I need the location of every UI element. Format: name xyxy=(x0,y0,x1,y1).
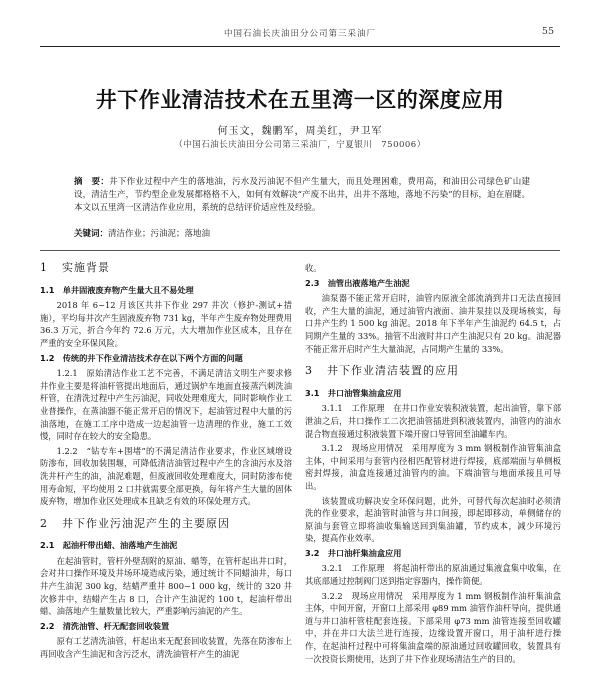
abstract-rule xyxy=(40,250,560,251)
page-number: 55 xyxy=(541,26,554,37)
subsection-3-1: 3.1 井口油管集油盒应用 xyxy=(305,387,402,398)
subsection-3-2: 3.2 井口油杆集油盒应用 xyxy=(305,547,402,558)
section-heading-3 xyxy=(305,365,561,378)
subsection-1-1: 1.1 单井固液废弃物产生量大且不易处理 xyxy=(40,284,194,295)
section-title: 井下作业清洁装置的应用 xyxy=(327,364,459,378)
paragraph: 3.1.2 现场应用情况 采用厚度为 3 mm 钢板制作油管集油盒主体，中间采用与套管内径相匹配管材进行焊接，底部端面与单侧板密封焊接，油盒连接通过油管内的油。下端油管与地面承接且可导出。 xyxy=(305,443,561,491)
section-number: 3 xyxy=(305,364,313,378)
paragraph: 原有工艺清洗油管，杆起出来无配套回收装置，先落在防渗布上再回收含产生油泥和含污泛水，清洗油管杆产生的油泥 xyxy=(40,636,292,660)
paper-title: 井下作业清洁技术在五里湾一区的深度应用 xyxy=(95,88,505,112)
section-number: 1 xyxy=(40,261,48,274)
paragraph: 3.2.2 现场应用情况 采用厚度为 1 mm 钢板制作油杆集油盒主体，中间开窗，开窗口上部采用 φ89 mm 油管作油杆导向，提供通道与井口油杆管柱配套连接。下部采用 φ73 mm 油管连接至回收罐中，并在井口大法兰进行连接，边缘设置开窗口，用于油杆进行操作，在起油杆过程中可将集油盒端的原油通过回收罐回收，装置具有一次投资长期使用，达到了井下作业现场清洁生产的目的。 xyxy=(305,590,561,664)
paragraph: 3.1.1 工作原理 在井口作业安装积液装置，起出油管，靠下部泄油之后，井口操作工二次把油管插进到积液装置内，油管内的油水混合物直接通过积液装置下端开窗口导管回至油罐车内。 xyxy=(305,403,561,439)
paragraph: 3.2.1 工作原理 将起油杆带出的原油通过集液盒集中收集，在其底部通过控制阀门送到指定容器内，操作简便。 xyxy=(305,563,561,587)
subsection-2-2: 2.2 清洗油管、杆无配套回收装置 xyxy=(40,620,170,631)
section-heading-2 xyxy=(40,518,292,531)
paragraph: 该装置成功解决安全环保问题，此外，可替代每次起油时必须清洗的作业要求，起油管时油管与井口间接，即起即移动，单侧储存的原油与套管立即将油收集输送回到集油罐，节约成本，减少环境污染，提高作业效率。 xyxy=(305,495,561,544)
paragraph: 在起油管时，管杆外壁刮附的原油、蜡等，在管杆起出井口时，会对井口操作环境及井场环境造成污染，通过统计不同蜡油井，每口井产生油泥 300 kg，结蜡严重井 800~1 000 kg，统计的 320 井次修井中，结蜡产生占 8 口，合计产生油泥约 100 t，起油杆带出蜡、油落地产生量数量比较大，严重影响污油泥的产生。 xyxy=(40,555,292,617)
subsection-1-2: 1.2 传统的井下作业清洁技术存在以下两个方面的问题 xyxy=(40,352,243,363)
paragraph-continued: 收。 xyxy=(305,263,322,273)
abstract xyxy=(74,176,530,215)
keywords-label: 关键词： xyxy=(74,229,109,239)
section-title: 实施背景 xyxy=(62,261,110,274)
section-title: 井下作业污油泥产生的主要原因 xyxy=(62,516,230,530)
right-column xyxy=(305,262,561,667)
journal-header: 中国石油长庆油田分公司第三采油厂 xyxy=(223,29,376,39)
abstract-label: 摘 要： xyxy=(74,177,110,187)
paragraph: 1.2.1 原始清洁作业工艺不完善，不满足清洁文明生产要求修井作业主要是将油杆管提出地面后，通过锅炉车地面直接蒸汽刺洗油杆管，在清洗过程中产生污油泥，同收处理难度大，同时影响作业工业普操作，在蒸油器不能正常开启的情况下，起油管过程中大量的污油落地，在施工工序中造成一边起油管一边清理的作业，施工工效慢，同时存在较大的安全隐患。 xyxy=(40,368,292,442)
running-header xyxy=(40,24,560,42)
affiliation: （中国石油长庆油田分公司第三采油厂，宁夏银川 750006） xyxy=(174,140,426,150)
keywords-text: 清洁作业；污油泥；落地油 xyxy=(108,229,211,239)
header-rule xyxy=(40,46,560,47)
paragraph: 1.2.2 “钻专车+围堵”的不满足清洁作业要求，作业区域增设防渗布，回收加装围堰，可降低清洁油管过程中产生的含油污水及溶洗井杆产生的油，油泥难题，但废液回收处理难度大，同时防渗布使用寿命短，平均使用 2 口井就需要全部更换，每年将产生大量的固体废弃物，增加作业区处理成本且缺乏有效的环保处理方式。 xyxy=(40,445,292,507)
subsection-2-1: 2.1 起油杆带出蜡、油落地产生油泥 xyxy=(40,540,178,551)
paragraph: 油泵器不能正常开启时，油管内原液全部流淌到井口无法直接回收，产生大量的油泥，通过油管内液面、油井泵挂以及现场核实，每口井产生约 1 500 kg 油泥。2018 年下半年产生油泥约 64.5 t，占同期产生量的 33%。抽管不出液时井口产生油泥只有 20 kg。油泥器不能正常开启时产生大量油泥，占同期产生量的 33%。 xyxy=(305,293,561,354)
section-number: 2 xyxy=(40,516,48,530)
authors: 何玉文，魏鹏军，周美红，尹卫军 xyxy=(217,126,383,137)
abstract-text: 井下作业过程中产生的落地油，污水及污油泥不但产生量大，而且处理困难，费用高，和油田公司绿色矿山建设，清洁生产，节约型企业发展都格格不入，如何有效解决“产废不出井，出井不落地，落地不污染”的目标，迫在眉睫。本文以五里湾一区清洁作业应用，系统的总结评价适应性及经验。 xyxy=(74,177,530,213)
keywords xyxy=(74,228,530,241)
left-column xyxy=(40,262,292,663)
section-heading-1 xyxy=(40,262,292,275)
paragraph: 2018 年 6~12 月该区共井下作业 297 井次（修护-测试+措施），平均每井次产生固液废弃物 731 kg，半年产生废弃物处理费用 36.3 万元，折合今年约 72.6 万元，大大增加作业区成本，且存在严重的安全环保风险。 xyxy=(40,300,292,348)
subsection-2-3: 2.3 油管出液落地产生油泥 xyxy=(305,277,410,288)
